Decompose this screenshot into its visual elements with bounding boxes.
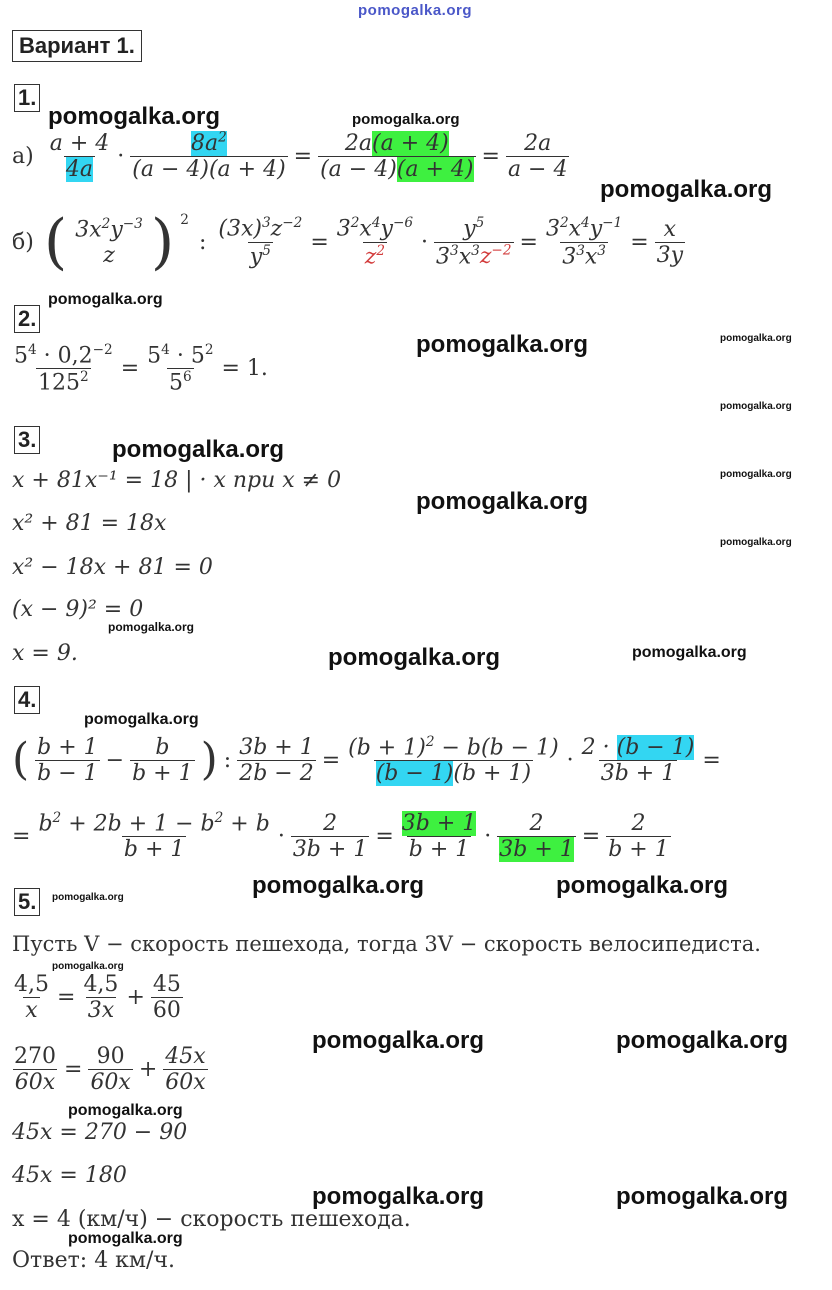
fraction: $\frac{b + 1}{b - 1}$ [37, 734, 98, 786]
fraction: $3x^2y^{-3}$ z [75, 216, 143, 268]
fraction: $\frac{90}{60x}$ [90, 1044, 131, 1095]
task-4-line-2: = $\frac{b^2 + 2b + 1 - b^2 + b}{b + 1}$ · $\frac{2}{3b + 1}$ = $\frac{3b + 1}{b + 1}$ · $\frac{2}{3b + 1}$ = $\frac{2}{b + 1}$ [12, 810, 669, 863]
watermark: pomogalka.org [312, 1183, 485, 1210]
watermark: pomogalka.org [68, 1230, 183, 1247]
task-1a-label: а) [12, 143, 34, 169]
fraction: $\frac{3b + 1}{2b - 2}$ [239, 734, 314, 786]
task-5-line: 45x = 270 − 90 [12, 1120, 188, 1145]
task-3-line: x² − 18x + 81 = 0 [12, 555, 213, 580]
watermark: pomogalka.org [556, 872, 729, 899]
watermark: pomogalka.org [52, 961, 124, 972]
fraction: $\frac{b^2 + 2b + 1 - b^2 + b}{b + 1}$ [38, 810, 270, 863]
fraction: $\frac{5^4 \cdot 5^2}{5^6}$ [147, 342, 214, 396]
watermark: pomogalka.org [632, 644, 747, 661]
watermark: pomogalka.org [48, 103, 221, 130]
watermark: pomogalka.org [312, 1027, 485, 1054]
watermark: pomogalka.org [84, 711, 199, 728]
fraction: $\frac{(3x)^3z^{-2}}{y^5}$ [218, 215, 303, 269]
fraction: $\frac{4,5}{3x}$ [83, 972, 119, 1023]
watermark: pomogalka.org [352, 111, 460, 128]
watermark: pomogalka.org [416, 488, 589, 515]
fraction: $\frac{8a^2}{(a - 4)(a + 4)}$ [132, 130, 286, 183]
watermark: pomogalka.org [720, 333, 792, 344]
task-5-line: x = 4 (км/ч) − скорость пешехода. [12, 1207, 411, 1232]
fraction: $\frac{2}{3b + 1}$ [292, 810, 368, 862]
fraction: $\frac{4,5}{x}$ [14, 972, 49, 1023]
task-3-line: x² + 81 = 18x [12, 511, 167, 536]
watermark: pomogalka.org [616, 1027, 789, 1054]
task-4-line-1: ( $\frac{b + 1}{b - 1}$ − $\frac{b}{b + 1}$ ) : $\frac{3b + 1}{2b - 2}$ = $\frac{(b + 1)^2 - b(b - 1)}{(b - 1)(b + 1)}$ · $\frac{2 \cdot (b - 1)}{3b + 1}$ = [12, 733, 721, 787]
watermark: pomogalka.org [616, 1183, 789, 1210]
task-1b-label: б) [12, 229, 34, 255]
fraction: $\frac{3b + 1}{b + 1}$ [401, 810, 477, 862]
fraction: $\frac{45}{60}$ [152, 972, 181, 1023]
watermark: pomogalka.org [720, 401, 792, 412]
fraction: $\frac{3^2x^4y^{-1}}{3^3x^3}$ [545, 215, 623, 269]
task-2-number: 2. [14, 305, 40, 333]
task-1a-expression: а) $\frac{a + 4}{4a}$ · $\frac{8a^2}{(a - 4)(a + 4)}$ = $\frac{2a(a + 4)}{(a - 4)(a + 4)}$ = $\frac{2a}{a - 4}$ [12, 130, 568, 183]
fraction: $\frac{270}{60x}$ [14, 1044, 56, 1095]
task-3-line: x + 81x⁻¹ = 18 | · x при x ≠ 0 [12, 468, 342, 493]
task-5-answer: Ответ: 4 км/ч. [12, 1248, 175, 1273]
watermark: pomogalka.org [52, 892, 124, 903]
fraction: $\frac{a + 4}{4a}$ [49, 130, 110, 182]
fraction: $\frac{2}{b + 1}$ [608, 810, 669, 862]
watermark: pomogalka.org [328, 644, 501, 671]
task-3-line: (x − 9)² = 0 [12, 597, 144, 622]
task-1-number: 1. [14, 84, 40, 112]
watermark-top: pomogalka.org [358, 2, 473, 19]
task-2-expression: $\frac{5^4 \cdot 0,2^{-2}}{125^2}$ = $\frac{5^4 \cdot 5^2}{5^6}$ = 1. [14, 342, 268, 396]
fraction: $\frac{2}{3b + 1}$ [499, 810, 574, 862]
watermark: pomogalka.org [720, 469, 792, 480]
fraction: $\frac{2a}{a - 4}$ [507, 130, 568, 182]
watermark: pomogalka.org [720, 537, 792, 548]
fraction: $\frac{45x}{60x}$ [165, 1044, 206, 1095]
watermark: pomogalka.org [68, 1102, 183, 1119]
task-5-intro: Пусть V − скорость пешехода, тогда 3V − скорость велосипедиста. [12, 932, 761, 956]
task-3-number: 3. [14, 426, 40, 454]
task-3-line: x = 9. [12, 641, 78, 666]
fraction: $\frac{b}{b + 1}$ [132, 734, 193, 786]
task-1b-expression: б) ( $3x^2y^{-3}$ z ) $^2$ : $\frac{(3x)^3z^{-2}}{y^5}$ = $\frac{3^2x^4y^{-6}}{z^2}$ · $\frac{y^5}{3^3x^3z^{-2}}$ = $\frac{3^2x^4y^{-1}}{3^3x^3}$ = $\frac{x}{3y}$ [12, 207, 684, 277]
watermark: pomogalka.org [600, 176, 773, 203]
fraction: $\frac{(b + 1)^2 - b(b - 1)}{(b - 1)(b + 1)}$ [348, 733, 559, 787]
watermark: pomogalka.org [252, 872, 425, 899]
watermark: pomogalka.org [112, 436, 285, 463]
fraction: $\frac{5^4 \cdot 0,2^{-2}}{125^2}$ [14, 342, 113, 396]
fraction: $\frac{x}{3y}$ [656, 216, 684, 268]
variant-heading [12, 30, 142, 62]
watermark: pomogalka.org [48, 291, 163, 308]
task-5-equation-2: $\frac{270}{60x}$ = $\frac{90}{60x}$ + $\frac{45x}{60x}$ [14, 1044, 206, 1095]
task-5-number: 5. [14, 888, 40, 916]
task-4-number: 4. [14, 686, 40, 714]
fraction: $\frac{3^2x^4y^{-6}}{z^2}$ [336, 215, 414, 269]
fraction: $\frac{2 \cdot (b - 1)}{3b + 1}$ [581, 734, 695, 786]
task-5-line: 45x = 180 [12, 1163, 127, 1188]
fraction: $\frac{2a(a + 4)}{(a - 4)(a + 4)}$ [320, 130, 474, 182]
fraction: $\frac{y^5}{3^3x^3z^{-2}}$ [436, 215, 512, 269]
watermark: pomogalka.org [108, 620, 195, 634]
variant-label: Вариант 1. [19, 33, 135, 58]
task-5-equation-1: $\frac{4,5}{x}$ = $\frac{4,5}{3x}$ + $\frac{45}{60}$ [14, 972, 181, 1023]
watermark: pomogalka.org [416, 331, 589, 358]
